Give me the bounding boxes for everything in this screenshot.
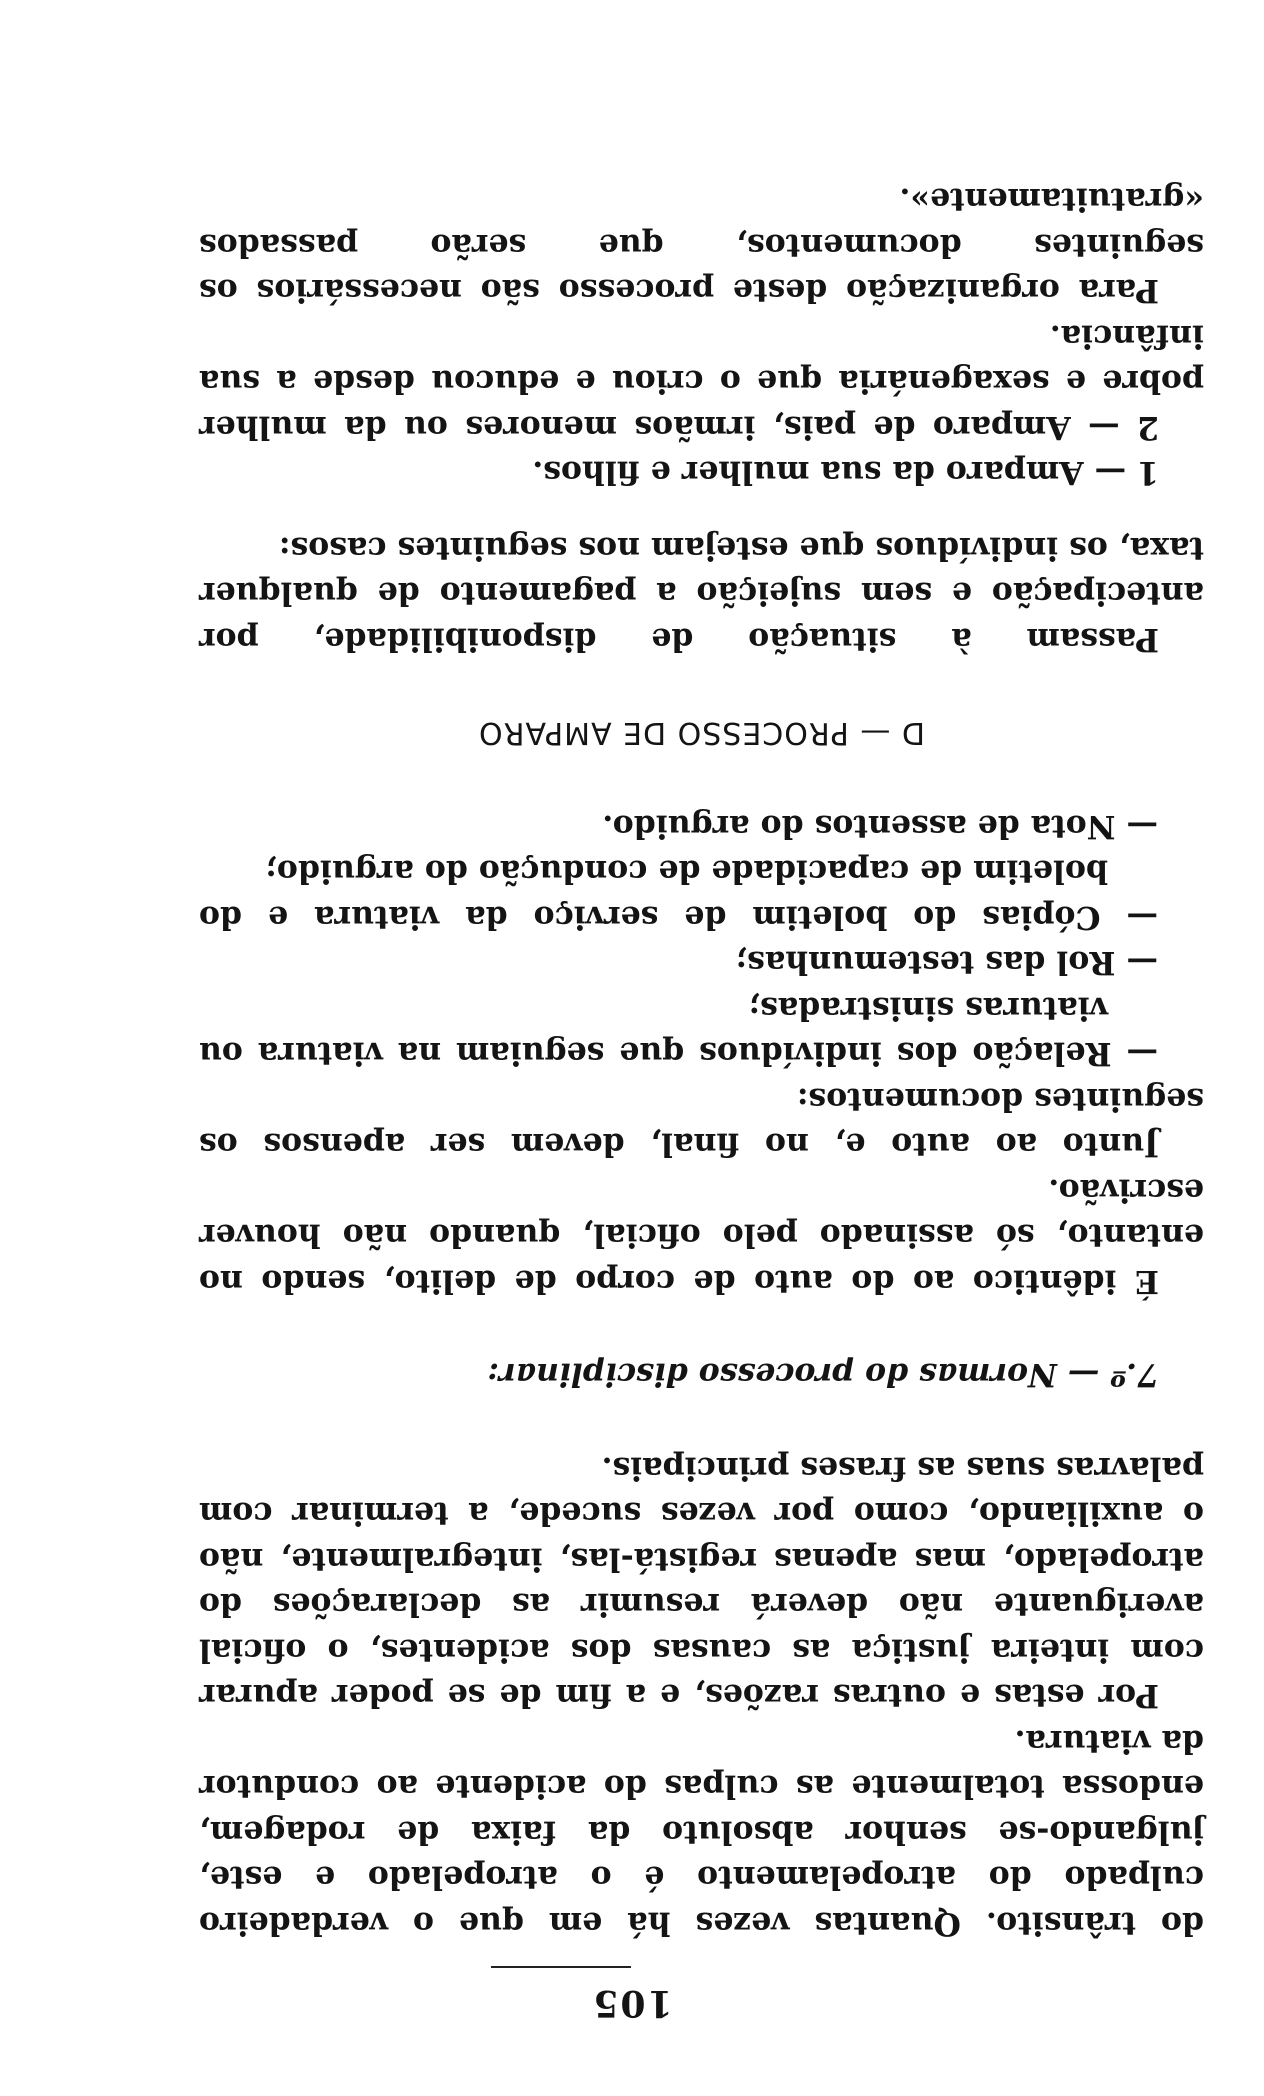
list-item-copies: — Cópias do boletim de serviço da viatura e do boletim de capacidade de condução do arguido; — [199, 853, 1158, 936]
list-item-witnesses: — Rol das testemunhas; — [735, 944, 1158, 982]
body-text — [199, 177, 1204, 1946]
list-item-records: — Nota de assentos do arguido. — [602, 808, 1158, 845]
paragraph-identical: É idêntico ao do auto de corpo de delito, sendo no entanto, só assinado pelo oficial, quando não houver escrivão. — [199, 1172, 1204, 1300]
paragraph-availability: Passam à situação de disponibilidade, por antecipação e sem sujeição a pagamento de qualquer taxa, os indivíduos que estejam nos seguintes casos: — [199, 530, 1204, 658]
paragraph-transit: do trânsito. Quantas vezes há em que o verdadeiro culpado do atropelamento é o atropelado e este, julgando-se senhor absoluto da faixa de rodagem, endossa totalmente as culpas do acidente ao condutor da viatura. — [199, 1723, 1204, 1942]
paragraph-averiguante: Por estas e outras razões, e a fim de se poder apurar com inteira justiça as causas dos acidentes, o oficial averiguante não deverá resumir as declarações do atropelado, mas apenas registá-las, integralmente, não o auxiliando, como por vezes sucede, a terminar com palavras suas as frases principais. — [199, 1450, 1204, 1715]
paragraph-documents: Junto ao auto e, no final, devem ser apensos os seguintes documentos: — [199, 1081, 1204, 1164]
heading-disciplinary-process: 7.º — Normas do processo disciplinar: — [487, 1356, 1159, 1394]
page-number: 105 — [591, 1982, 673, 2024]
heading-amparo: D — PROCESSO DE AMPARO — [478, 715, 926, 751]
header-rule — [491, 1966, 631, 1968]
numbered-item-1: 1 — Amparo da sua mulher e filhos. — [532, 454, 1159, 492]
paragraph-organization: Para organização deste processo são necessários os seguintes documentos, que serão passados «gratuitamente». — [199, 181, 1204, 310]
list-item-relation: — Relação dos indivíduos que seguiam na viatura ou viaturas sinistradas; — [199, 990, 1158, 1073]
numbered-item-2: 2 — Amparo de pais, irmãos menores ou da mulher pobre e sexagenária que o criou e educou desde a sua infância. — [199, 318, 1204, 446]
